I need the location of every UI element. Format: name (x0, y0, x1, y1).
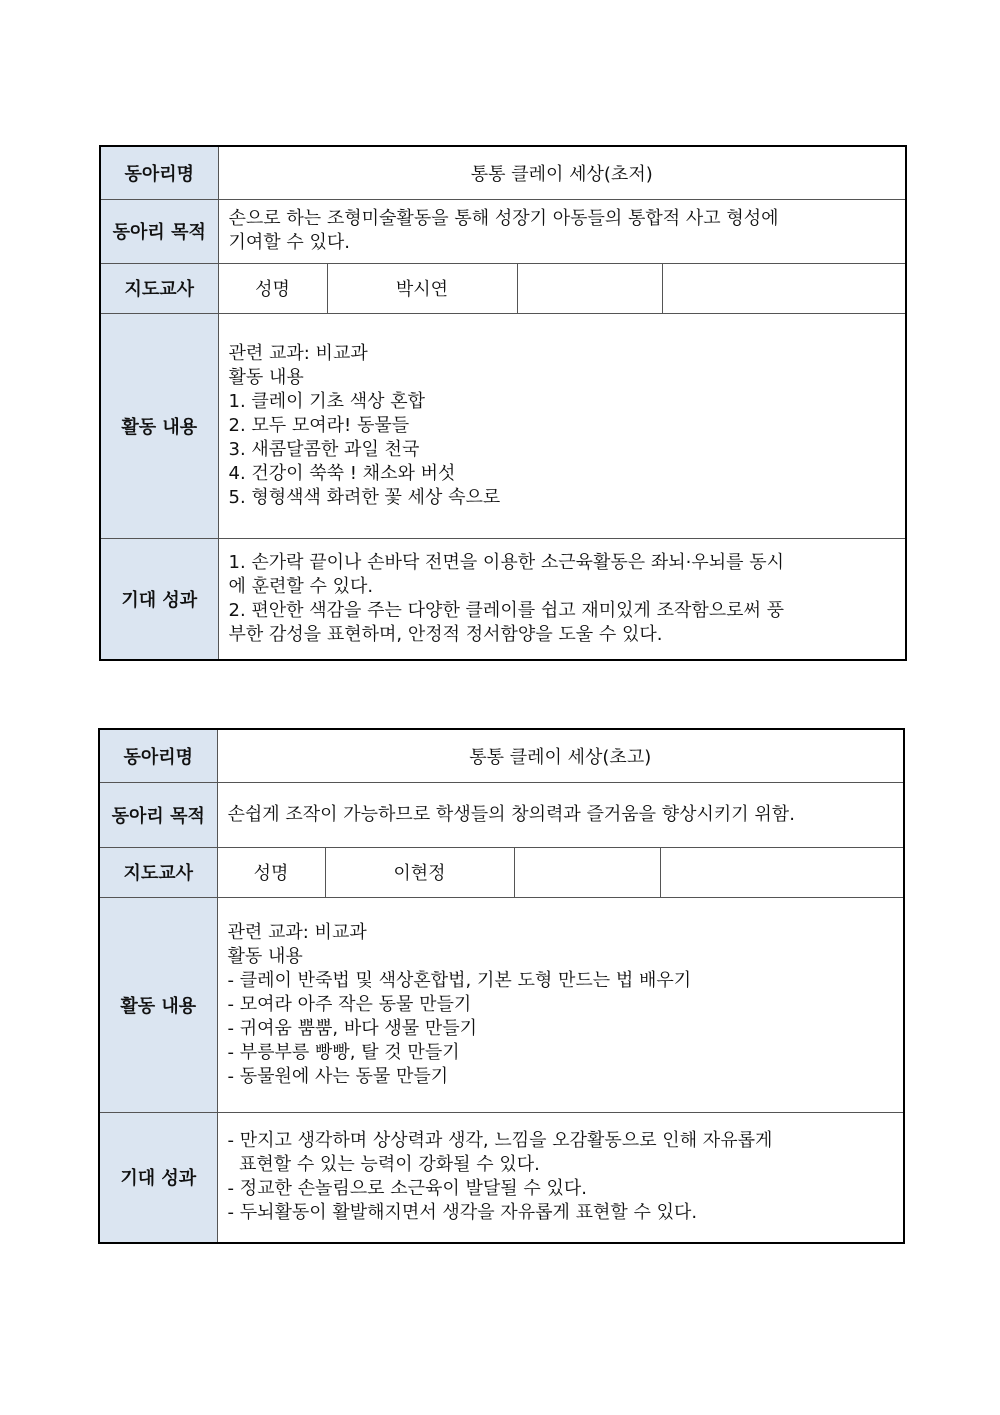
club-name-label: 동아리명 (99, 729, 217, 782)
teacher-extra-cell (514, 847, 660, 897)
activity-line: - 부릉부릉 빵빵, 탈 것 만들기 (227, 1041, 460, 1063)
outcomes-label: 기대 성과 (100, 538, 218, 660)
teacher-name-value: 박시연 (327, 263, 517, 313)
activity-line: - 귀여움 뿜뿜, 바다 생물 만들기 (227, 1017, 477, 1039)
club-name-value: 통통 클레이 세상(초고) (217, 729, 904, 782)
club-name-label: 동아리명 (100, 146, 218, 199)
club-name-value: 통통 클레이 세상(초저) (218, 146, 906, 199)
activity-line: 1. 클레이 기초 색상 혼합 (228, 390, 426, 412)
teacher-name-label: 성명 (218, 263, 327, 313)
activity-line: 3. 새콤달콤한 과일 천국 (228, 438, 420, 460)
club-table-1 (99, 145, 907, 661)
activity-line: 관련 교과: 비교과 (227, 921, 367, 943)
purpose-line: 기여할 수 있다. (228, 232, 350, 253)
activity-line: 활동 내용 (228, 366, 304, 388)
outcome-line: - 만지고 생각하며 상상력과 생각, 느낌을 오감활동으로 인해 자유롭게 (227, 1130, 773, 1152)
outcome-line: 에 훈련할 수 있다. (228, 575, 374, 597)
outcome-line: - 정교한 손놀림으로 소근육이 발달될 수 있다. (227, 1178, 588, 1200)
outcomes-value (218, 538, 906, 660)
outcomes-value (217, 1112, 904, 1243)
activity-line: 활동 내용 (227, 945, 303, 967)
outcome-line: 1. 손가락 끝이나 손바닥 전면을 이용한 소근육활동은 좌뇌·우뇌를 동시 (228, 551, 785, 573)
teacher-extra-cell (660, 847, 904, 897)
activity-line: 관련 교과: 비교과 (228, 342, 368, 364)
teacher-name-value: 이현정 (325, 847, 514, 897)
activities-value (218, 313, 906, 538)
outcome-line: 부한 감성을 표현하며, 안정적 정서함양을 도울 수 있다. (228, 623, 663, 645)
purpose-label: 동아리 목적 (100, 199, 218, 263)
outcome-line: - 두뇌활동이 활발해지면서 생각을 자유롭게 표현할 수 있다. (227, 1202, 698, 1224)
activity-line: 4. 건강이 쑥쑥 ! 채소와 버섯 (228, 462, 456, 484)
activity-line: 2. 모두 모여라! 동물들 (228, 414, 410, 436)
activity-line: - 클레이 반죽법 및 색상혼합법, 기본 도형 만드는 법 배우기 (227, 969, 692, 991)
outcomes-label: 기대 성과 (99, 1112, 217, 1243)
teacher-extra-cell (662, 263, 906, 313)
purpose-value (218, 199, 906, 263)
teacher-name-label: 성명 (217, 847, 325, 897)
activity-line: - 동물원에 사는 동물 만들기 (227, 1065, 449, 1087)
activities-value (217, 897, 904, 1112)
teacher-label: 지도교사 (100, 263, 218, 313)
teacher-label: 지도교사 (99, 847, 217, 897)
teacher-extra-cell (517, 263, 662, 313)
activity-line: 5. 형형색색 화려한 꽃 세상 속으로 (228, 486, 501, 508)
outcome-line: 표현할 수 있는 능력이 강화될 수 있다. (227, 1154, 540, 1176)
outcome-line: 2. 편안한 색감을 주는 다양한 클레이를 쉽고 재미있게 조작함으로써 풍 (228, 599, 785, 621)
purpose-label: 동아리 목적 (99, 782, 217, 847)
activities-label: 활동 내용 (100, 313, 218, 538)
activities-label: 활동 내용 (99, 897, 217, 1112)
purpose-line: 손쉽게 조작이 가능하므로 학생들의 창의력과 즐거움을 향상시키기 위함. (227, 803, 795, 825)
purpose-line: 손으로 하는 조형미술활동을 통해 성장기 아동들의 통합적 사고 형성에 (228, 208, 779, 229)
purpose-value (217, 782, 904, 847)
activity-line: - 모여라 아주 작은 동물 만들기 (227, 993, 472, 1015)
club-table-2 (98, 728, 905, 1244)
